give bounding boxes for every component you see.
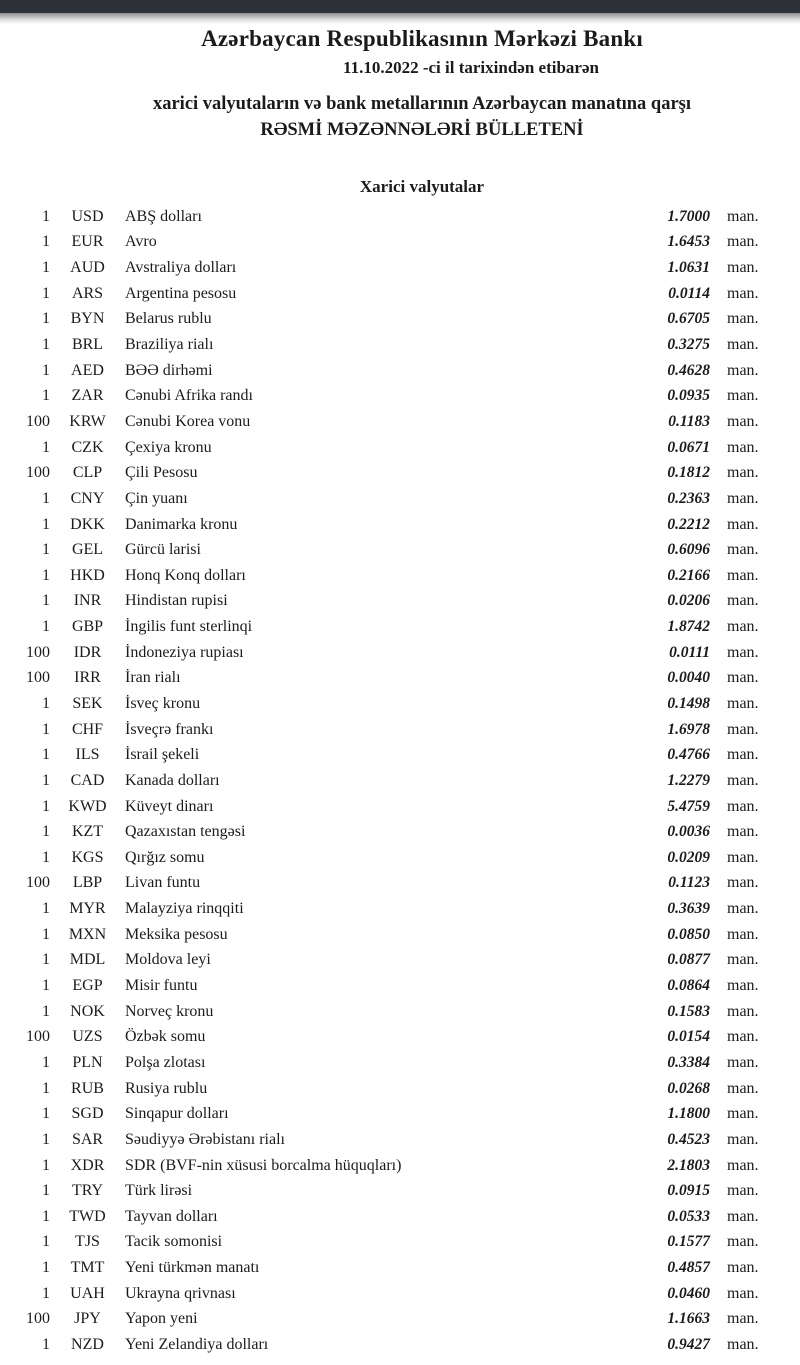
currency-code: SGD (71, 1105, 104, 1123)
rate-row (0, 614, 800, 640)
currency-code: TMT (70, 1259, 105, 1277)
currency-name: Rusiya rublu (125, 1079, 208, 1097)
currency-unit: man. (727, 746, 759, 764)
currency-rate: 0.3275 (667, 336, 710, 354)
currency-name: Özbək somu (125, 1028, 206, 1046)
currency-name: Türk lirəsi (125, 1182, 193, 1200)
currency-unit: man. (727, 541, 759, 559)
currency-name: Cənubi Afrika randı (125, 387, 253, 405)
currency-code: USD (71, 207, 104, 225)
currency-name: İsveç kronu (125, 694, 201, 712)
currency-unit: man. (727, 259, 759, 277)
currency-unit: man. (727, 618, 759, 636)
currency-code: ZAR (71, 387, 104, 405)
currency-name: Sinqapur dolları (125, 1105, 229, 1123)
currency-quantity: 1 (42, 207, 50, 225)
currency-name: Kanada dolları (125, 771, 220, 789)
rate-row (0, 537, 800, 563)
currency-unit: man. (727, 977, 759, 995)
currency-name: Çexiya kronu (125, 438, 212, 456)
currency-rate: 0.0209 (667, 848, 710, 866)
currency-name: Malayziya rinqqiti (125, 900, 244, 918)
currency-quantity: 100 (26, 643, 50, 661)
currency-rate: 0.3639 (667, 900, 710, 918)
currency-quantity: 1 (42, 1053, 50, 1071)
effective-date-line: 11.10.2022 -ci il tarixindən etibarən (343, 58, 599, 77)
currency-unit: man. (727, 900, 759, 918)
currency-unit: man. (727, 925, 759, 943)
currency-code: MYR (69, 900, 106, 918)
currency-quantity: 1 (42, 336, 50, 354)
currency-name: Yapon yeni (125, 1310, 198, 1328)
rate-row (0, 1050, 800, 1076)
currency-quantity: 1 (42, 515, 50, 533)
bulletin-subtitle-line2: RƏSMİ MƏZƏNNƏLƏRİ BÜLLETENİ (260, 120, 584, 140)
currency-name: Meksika pesosu (125, 925, 228, 943)
currency-unit: man. (727, 207, 759, 225)
currency-code: KWD (68, 797, 107, 815)
currency-unit: man. (727, 1053, 759, 1071)
currency-unit: man. (727, 1002, 759, 1020)
currency-name: Küveyt dinarı (125, 797, 214, 815)
currency-name: Avro (125, 233, 157, 251)
currency-rate: 0.1812 (667, 464, 710, 482)
currency-code: KGS (71, 848, 104, 866)
currency-quantity: 1 (42, 1182, 50, 1200)
currency-name: Yeni türkmən manatı (125, 1259, 260, 1277)
currency-name: Honq Konq dolları (125, 566, 246, 584)
rate-row (0, 640, 800, 666)
currency-unit: man. (727, 1233, 759, 1251)
rate-row (0, 230, 800, 256)
rate-row (0, 948, 800, 974)
currency-name: İran rialı (125, 669, 181, 687)
rate-row (0, 742, 800, 768)
currency-rate: 0.0206 (667, 592, 710, 610)
currency-rate: 0.2363 (667, 489, 710, 507)
currency-rate: 1.0631 (667, 259, 710, 277)
currency-code: SAR (71, 1130, 104, 1148)
currency-name: Polşa zlotası (125, 1053, 206, 1071)
currency-rate: 1.6453 (667, 233, 710, 251)
currency-rate: 0.1123 (668, 874, 710, 892)
rate-row (0, 1332, 800, 1358)
currency-quantity: 1 (42, 387, 50, 405)
rate-row (0, 1178, 800, 1204)
currency-rate: 0.4766 (667, 746, 710, 764)
currency-quantity: 1 (42, 310, 50, 328)
rate-row (0, 332, 800, 358)
currency-unit: man. (727, 515, 759, 533)
currency-unit: man. (727, 823, 759, 841)
currency-quantity: 100 (26, 1028, 50, 1046)
currency-rate: 0.0040 (667, 669, 710, 687)
currency-quantity: 1 (42, 797, 50, 815)
currency-name: Norveç kronu (125, 1002, 214, 1020)
currency-unit: man. (727, 848, 759, 866)
currency-rate: 0.0460 (667, 1284, 710, 1302)
currency-unit: man. (727, 566, 759, 584)
currency-unit: man. (727, 1079, 759, 1097)
currency-name: Səudiyyə Ərəbistanı rialı (125, 1130, 285, 1148)
currency-name: Qazaxıstan tengəsi (125, 823, 246, 841)
currency-unit: man. (727, 1028, 759, 1046)
rate-row (0, 563, 800, 589)
rate-row (0, 1025, 800, 1051)
currency-quantity: 100 (26, 874, 50, 892)
bulletin-subtitle-line1: xarici valyutaların və bank metallarının Azərbaycan manatına qarşı (152, 94, 692, 114)
currency-code: TWD (69, 1207, 106, 1225)
currency-quantity: 100 (26, 1310, 50, 1328)
currency-quantity: 1 (42, 566, 50, 584)
currency-code: NOK (70, 1002, 105, 1020)
rate-row (0, 1281, 800, 1307)
currency-code: AED (71, 361, 104, 379)
currency-rate: 0.1498 (667, 694, 710, 712)
currency-code: CHF (71, 720, 104, 738)
currency-name: ABŞ dolları (125, 207, 202, 225)
currency-quantity: 1 (42, 1284, 50, 1302)
currency-quantity: 1 (42, 1130, 50, 1148)
rate-row (0, 1230, 800, 1256)
currency-unit: man. (727, 1336, 759, 1353)
currency-code: LBP (72, 874, 103, 892)
currency-code: AUD (70, 259, 105, 277)
currency-unit: man. (727, 643, 759, 661)
currency-unit: man. (727, 592, 759, 610)
currency-rate: 0.9427 (667, 1336, 710, 1353)
currency-rate: 1.1800 (667, 1105, 710, 1123)
currency-quantity: 1 (42, 1336, 50, 1353)
currency-unit: man. (727, 1105, 759, 1123)
currency-code: EUR (71, 233, 104, 251)
currency-code: MDL (69, 951, 106, 969)
bulletin-header (0, 0, 800, 143)
currency-unit: man. (727, 1284, 759, 1302)
currency-name: Ukrayna qrivnası (125, 1284, 236, 1302)
currency-name: İngilis funt sterlinqi (125, 618, 253, 636)
rate-row (0, 486, 800, 512)
rate-row (0, 1204, 800, 1230)
currency-rate: 0.0114 (668, 284, 710, 302)
currency-code: IRR (74, 669, 101, 687)
currency-rate: 0.1583 (667, 1002, 710, 1020)
currency-unit: man. (727, 412, 759, 430)
currency-rate: 0.0268 (667, 1079, 710, 1097)
currency-quantity: 1 (42, 1002, 50, 1020)
currency-code: RUB (71, 1079, 104, 1097)
rate-row (0, 1101, 800, 1127)
currency-unit: man. (727, 489, 759, 507)
rate-row (0, 1153, 800, 1179)
currency-unit: man. (727, 771, 759, 789)
currency-rate: 0.3384 (667, 1053, 710, 1071)
currency-unit: man. (727, 1182, 759, 1200)
currency-code: GEL (71, 541, 104, 559)
rate-row (0, 717, 800, 743)
rate-row (0, 460, 800, 486)
rates-table (0, 204, 800, 1358)
rate-row (0, 1307, 800, 1333)
currency-name: Yeni Zelandiya dolları (125, 1336, 269, 1353)
currency-quantity: 1 (42, 1233, 50, 1251)
currency-code: IDR (73, 643, 102, 661)
currency-quantity: 1 (42, 771, 50, 789)
currency-quantity: 1 (42, 259, 50, 277)
section-title-foreign-currencies: Xarici valyutalar (359, 177, 485, 196)
rate-row (0, 768, 800, 794)
currency-name: Belarus rublu (125, 310, 212, 328)
currency-code: JPY (74, 1310, 101, 1328)
currency-rate: 0.4857 (667, 1259, 710, 1277)
currency-quantity: 1 (42, 1105, 50, 1123)
currency-rate: 0.0154 (667, 1028, 710, 1046)
currency-unit: man. (727, 1130, 759, 1148)
currency-unit: man. (727, 464, 759, 482)
rate-row (0, 1127, 800, 1153)
rate-row (0, 973, 800, 999)
currency-name: Avstraliya dolları (125, 259, 237, 277)
currency-name: Moldova leyi (125, 951, 211, 969)
currency-quantity: 1 (42, 694, 50, 712)
currency-unit: man. (727, 669, 759, 687)
currency-code: KRW (69, 412, 106, 430)
rate-row (0, 409, 800, 435)
currency-quantity: 1 (42, 720, 50, 738)
currency-unit: man. (727, 438, 759, 456)
currency-rate: 0.0915 (667, 1182, 710, 1200)
currency-code: INR (73, 592, 102, 610)
currency-name: Çin yuanı (125, 489, 188, 507)
rate-row (0, 1255, 800, 1281)
currency-unit: man. (727, 233, 759, 251)
currency-name: BƏƏ dirhəmi (125, 361, 213, 379)
rate-row (0, 281, 800, 307)
rate-row (0, 819, 800, 845)
currency-quantity: 100 (26, 464, 50, 482)
currency-code: CNY (70, 489, 105, 507)
currency-quantity: 100 (26, 669, 50, 687)
currency-rate: 1.2279 (667, 771, 710, 789)
currency-code: EGP (72, 977, 103, 995)
currency-rate: 0.0533 (667, 1207, 710, 1225)
rate-row (0, 204, 800, 230)
currency-unit: man. (727, 1259, 759, 1277)
currency-quantity: 1 (42, 925, 50, 943)
rate-row (0, 255, 800, 281)
currency-name: Tayvan dolları (125, 1207, 218, 1225)
currency-quantity: 1 (42, 438, 50, 456)
currency-unit: man. (727, 951, 759, 969)
currency-name: İsveçrə frankı (125, 720, 214, 738)
currency-unit: man. (727, 361, 759, 379)
currency-unit: man. (727, 694, 759, 712)
currency-rate: 0.0111 (669, 643, 710, 661)
currency-rate: 0.4523 (667, 1130, 710, 1148)
rate-row (0, 794, 800, 820)
currency-rate: 0.1577 (667, 1233, 710, 1251)
currency-name: Misir funtu (125, 977, 198, 995)
currency-quantity: 1 (42, 361, 50, 379)
currency-rate: 0.0935 (667, 387, 710, 405)
bank-title: Azərbaycan Respublikasının Mərkəzi Bankı (201, 26, 643, 51)
currency-name: Qırğız somu (125, 848, 205, 866)
currency-unit: man. (727, 874, 759, 892)
currency-name: Livan funtu (125, 874, 201, 892)
currency-unit: man. (727, 310, 759, 328)
rate-row (0, 666, 800, 692)
currency-code: UAH (70, 1284, 105, 1302)
currency-unit: man. (727, 720, 759, 738)
currency-unit: man. (727, 1207, 759, 1225)
currency-rate: 0.1183 (668, 412, 710, 430)
rate-row (0, 845, 800, 871)
rate-row (0, 589, 800, 615)
currency-quantity: 1 (42, 618, 50, 636)
currency-quantity: 1 (42, 489, 50, 507)
rate-row (0, 383, 800, 409)
currency-code: SEK (72, 694, 103, 712)
currency-rate: 0.0036 (667, 823, 710, 841)
currency-code: XDR (70, 1156, 105, 1174)
currency-name: Çili Pesosu (125, 464, 198, 482)
currency-code: GBP (71, 618, 104, 636)
currency-name: Cənubi Korea vonu (125, 412, 251, 430)
currency-rate: 2.1803 (667, 1156, 710, 1174)
currency-unit: man. (727, 1156, 759, 1174)
rate-row (0, 896, 800, 922)
currency-code: CLP (72, 464, 103, 482)
currency-rate: 0.2166 (667, 566, 710, 584)
currency-code: TRY (71, 1182, 104, 1200)
rate-row (0, 307, 800, 333)
currency-rate: 1.1663 (667, 1310, 710, 1328)
currency-code: UZS (72, 1028, 103, 1046)
currency-code: MXN (68, 925, 107, 943)
currency-rate: 0.6096 (667, 541, 710, 559)
currency-quantity: 1 (42, 1079, 50, 1097)
currency-quantity: 1 (42, 977, 50, 995)
rate-row (0, 691, 800, 717)
currency-code: PLN (72, 1053, 103, 1071)
currency-quantity: 1 (42, 592, 50, 610)
currency-rate: 0.2212 (667, 515, 710, 533)
currency-rate: 0.0864 (667, 977, 710, 995)
currency-code: HKD (70, 566, 105, 584)
currency-quantity: 1 (42, 900, 50, 918)
currency-unit: man. (727, 1310, 759, 1328)
rate-row (0, 512, 800, 538)
currency-rate: 5.4759 (667, 797, 710, 815)
rate-row (0, 999, 800, 1025)
currency-unit: man. (727, 797, 759, 815)
currency-unit: man. (727, 387, 759, 405)
currency-rate: 1.6978 (667, 720, 710, 738)
currency-name: Gürcü larisi (125, 541, 201, 559)
currency-code: CZK (71, 438, 104, 456)
currency-rate: 1.7000 (667, 207, 710, 225)
currency-quantity: 1 (42, 541, 50, 559)
currency-quantity: 1 (42, 746, 50, 764)
rate-row (0, 358, 800, 384)
currency-name: Tacik somonisi (125, 1233, 223, 1251)
currency-name: İsrail şekeli (125, 746, 200, 764)
currency-code: KZT (71, 823, 104, 841)
currency-code: BYN (70, 310, 105, 328)
currency-quantity: 1 (42, 823, 50, 841)
currency-quantity: 1 (42, 233, 50, 251)
currency-quantity: 100 (26, 412, 50, 430)
currency-rate: 0.0850 (667, 925, 710, 943)
currency-rate: 0.4628 (667, 361, 710, 379)
rate-row (0, 922, 800, 948)
currency-rate: 1.8742 (667, 618, 710, 636)
currency-rate: 0.0671 (667, 438, 710, 456)
currency-quantity: 1 (42, 1156, 50, 1174)
rate-row (0, 871, 800, 897)
currency-unit: man. (727, 336, 759, 354)
currency-code: DKK (70, 515, 105, 533)
currency-name: Argentina pesosu (125, 284, 237, 302)
currency-code: CAD (70, 771, 105, 789)
currency-name: Braziliya rialı (125, 336, 214, 354)
currency-quantity: 1 (42, 284, 50, 302)
currency-code: NZD (71, 1336, 104, 1353)
currency-name: İndoneziya rupiası (125, 643, 244, 661)
rate-row (0, 435, 800, 461)
currency-name: Hindistan rupisi (125, 592, 228, 610)
currency-rate: 0.6705 (667, 310, 710, 328)
currency-quantity: 1 (42, 1259, 50, 1277)
currency-unit: man. (727, 284, 759, 302)
currency-code: BRL (71, 336, 104, 354)
currency-code: TJS (75, 1233, 100, 1251)
currency-code: ARS (71, 284, 104, 302)
currency-quantity: 1 (42, 951, 50, 969)
currency-name: SDR (BVF-nin xüsusi borcalma hüquqları) (125, 1156, 402, 1174)
currency-name: Danimarka kronu (125, 515, 238, 533)
rate-row (0, 1076, 800, 1102)
currency-quantity: 1 (42, 1207, 50, 1225)
currency-quantity: 1 (42, 848, 50, 866)
currency-rate: 0.0877 (667, 951, 710, 969)
currency-code: ILS (75, 746, 100, 764)
